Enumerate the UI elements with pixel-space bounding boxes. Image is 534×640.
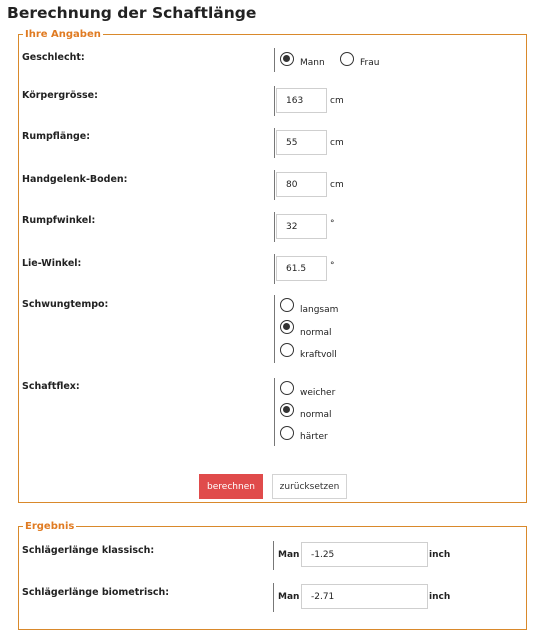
input-legend: Ihre Angaben xyxy=(25,29,101,40)
height-unit: cm xyxy=(330,96,344,106)
wrist-floor-label: Handgelenk-Boden: xyxy=(22,174,128,185)
torso-angle-input[interactable] xyxy=(276,214,327,239)
swing-tempo-radio-langsam[interactable] xyxy=(280,298,294,312)
wrist-floor-unit: cm xyxy=(330,180,344,190)
result-biometric-output xyxy=(301,584,428,609)
swing-tempo-label: Schwungtempo: xyxy=(22,299,109,310)
divider xyxy=(273,541,274,570)
result-classic-label: Schlägerlänge klassisch: xyxy=(22,545,155,556)
swing-tempo-option-langsam: langsam xyxy=(300,305,339,315)
shaft-flex-option-haerter: härter xyxy=(300,432,328,442)
result-fieldset xyxy=(18,521,527,630)
swing-tempo-radio-normal[interactable] xyxy=(280,320,294,334)
divider xyxy=(274,212,275,242)
shaft-flex-option-weicher: weicher xyxy=(300,388,336,398)
divider xyxy=(274,295,275,363)
result-biometric-unit: inch xyxy=(429,592,451,602)
divider xyxy=(273,583,274,612)
gender-label: Geschlecht: xyxy=(22,52,85,63)
lie-angle-label: Lie-Winkel: xyxy=(22,258,82,269)
shaft-flex-radio-haerter[interactable] xyxy=(280,426,294,440)
divider xyxy=(274,170,275,200)
lie-angle-unit: ° xyxy=(330,261,335,271)
gender-option-mann: Mann xyxy=(300,58,325,68)
divider xyxy=(274,128,275,158)
page-title: Berechnung der Schaftlänge xyxy=(7,4,257,22)
gender-radio-frau[interactable] xyxy=(340,52,354,66)
torso-unit: cm xyxy=(330,138,344,148)
result-classic-output xyxy=(301,542,428,567)
divider xyxy=(274,48,275,72)
torso-angle-label: Rumpfwinkel: xyxy=(22,215,96,226)
divider xyxy=(274,378,275,446)
height-label: Körpergrösse: xyxy=(22,90,98,101)
divider xyxy=(274,86,275,116)
swing-tempo-option-normal: normal xyxy=(300,328,332,338)
reset-button[interactable]: zurücksetzen xyxy=(272,474,347,499)
result-classic-prefix: Man xyxy=(278,550,300,560)
calculate-button[interactable]: berechnen xyxy=(199,474,263,499)
result-biometric-label: Schlägerlänge biometrisch: xyxy=(22,587,170,598)
result-biometric-prefix: Man xyxy=(278,592,300,602)
shaft-flex-option-normal: normal xyxy=(300,410,332,420)
height-input[interactable] xyxy=(276,88,327,113)
result-legend: Ergebnis xyxy=(25,521,75,532)
shaft-flex-radio-normal[interactable] xyxy=(280,403,294,417)
wrist-floor-input[interactable] xyxy=(276,172,327,197)
divider xyxy=(274,254,275,284)
torso-input[interactable] xyxy=(276,130,327,155)
torso-label: Rumpflänge: xyxy=(22,131,91,142)
shaft-flex-radio-weicher[interactable] xyxy=(280,381,294,395)
gender-option-frau: Frau xyxy=(360,58,380,68)
shaft-flex-label: Schaftflex: xyxy=(22,381,80,392)
lie-angle-input[interactable] xyxy=(276,256,327,281)
torso-angle-unit: ° xyxy=(330,219,335,229)
gender-radio-mann[interactable] xyxy=(280,52,294,66)
swing-tempo-option-kraftvoll: kraftvoll xyxy=(300,350,337,360)
result-classic-unit: inch xyxy=(429,550,451,560)
swing-tempo-radio-kraftvoll[interactable] xyxy=(280,343,294,357)
